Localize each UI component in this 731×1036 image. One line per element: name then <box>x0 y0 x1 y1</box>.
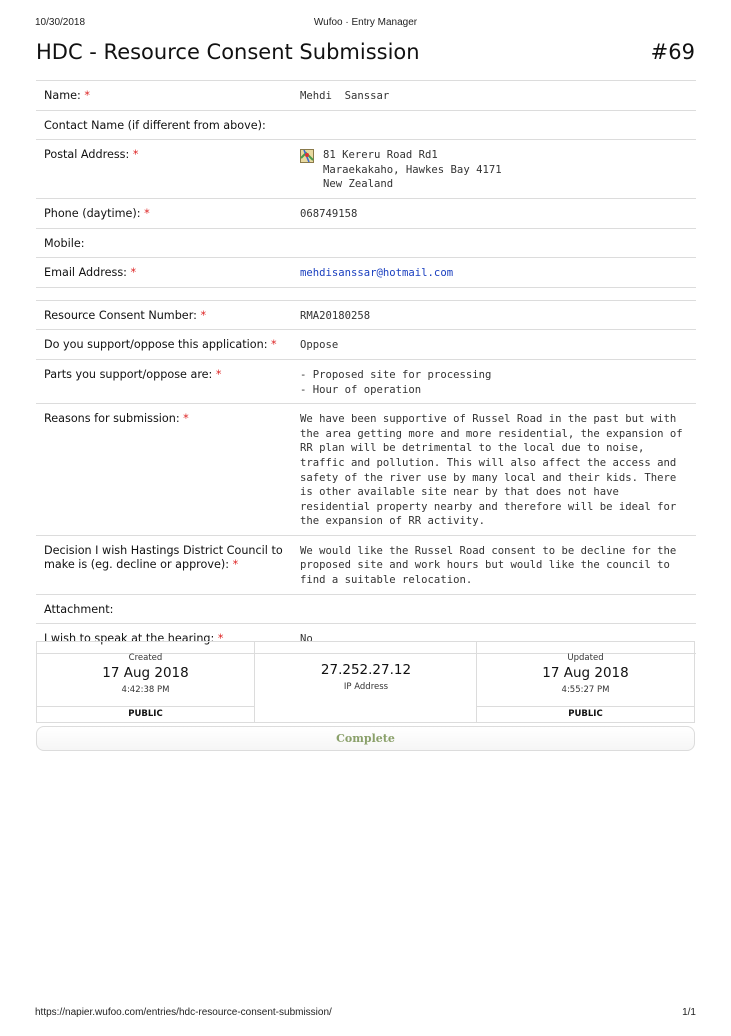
field-label <box>36 359 292 403</box>
field-label-text: Resource Consent Number: <box>44 308 197 322</box>
field-value-contact-name <box>292 110 696 140</box>
field-label-text: Reasons for submission: <box>44 412 180 426</box>
address-line-3: New Zealand <box>323 178 394 191</box>
field-label <box>36 110 292 140</box>
required-marker: * <box>183 412 189 426</box>
form-title: HDC - Resource Consent Submission <box>36 40 420 64</box>
field-value-reasons: We have been supportive of Russel Road in the past but with the area getting more and more residential, the expansion of RR plan will be detrimental to the local due to noise, traffic and pollution. This will also affect the access and safety of the river use by many local and their kids. There is other available site near by that does not have residential property nearby and therefore will be ideal for the expansion of RR activity. <box>292 404 696 536</box>
print-header <box>35 17 696 31</box>
field-value-support-oppose: Oppose <box>292 330 696 360</box>
updated-visibility-tag: PUBLIC <box>477 706 694 722</box>
address-line-2: Maraekakaho, Hawkes Bay 4171 <box>323 163 502 176</box>
entry-fields-table <box>36 80 696 654</box>
print-page-title: Wufoo · Entry Manager <box>313 17 418 28</box>
required-marker: * <box>217 632 224 646</box>
section-spacer <box>36 287 696 300</box>
field-row-postal-address <box>36 140 696 199</box>
required-marker: * <box>200 308 207 322</box>
field-row-decision <box>36 535 696 594</box>
print-page-number: 1/1 <box>682 1007 696 1018</box>
field-row-mobile <box>36 228 696 258</box>
field-label-text: Contact Name (if different from above): <box>44 118 266 132</box>
ip-address-value: 27.252.27.12 <box>320 662 412 678</box>
updated-box <box>476 642 694 722</box>
field-label <box>36 140 292 199</box>
parts-line-2: - Hour of operation <box>300 383 422 396</box>
field-label <box>36 81 292 111</box>
field-label-text: Mobile: <box>44 236 85 250</box>
updated-caption: Updated <box>567 653 604 663</box>
required-marker: * <box>215 367 222 381</box>
field-label <box>36 594 292 624</box>
field-label-text: I wish to speak at the hearing: <box>44 632 215 646</box>
field-label <box>36 228 292 258</box>
field-label-text: Attachment: <box>44 602 114 616</box>
entry-metadata <box>36 641 695 723</box>
field-label <box>36 258 292 288</box>
field-row-consent-number <box>36 300 696 330</box>
field-value-mobile <box>292 228 696 258</box>
map-icon[interactable] <box>300 149 314 163</box>
form-header <box>36 40 695 72</box>
required-marker: * <box>232 558 239 572</box>
created-date: 17 Aug 2018 <box>102 665 189 681</box>
field-row-support-oppose <box>36 330 696 360</box>
email-link[interactable]: mehdisanssar@hotmail.com <box>300 267 454 280</box>
address-line-1: 81 Kereru Road Rd1 <box>323 149 438 162</box>
required-marker: * <box>144 206 150 220</box>
field-label-text: Phone (daytime): <box>44 206 141 220</box>
field-row-reasons <box>36 404 696 536</box>
field-label-text: Name: <box>44 89 81 102</box>
field-value-consent-number: RMA20180258 <box>292 300 696 330</box>
field-label-text: Postal Address: <box>44 148 130 162</box>
field-label <box>36 300 292 330</box>
field-value-phone: 068749158 <box>292 198 696 228</box>
field-row-phone <box>36 198 696 228</box>
field-label <box>36 404 292 536</box>
field-label-text: Do you support/oppose this application: <box>44 338 268 352</box>
field-value-attachment <box>292 594 696 624</box>
field-label-text: Parts you support/oppose are: <box>44 367 213 381</box>
required-marker: * <box>132 148 139 162</box>
updated-date: 17 Aug 2018 <box>542 665 629 681</box>
created-caption: Created <box>128 653 163 663</box>
field-label <box>36 330 292 360</box>
field-row-parts <box>36 359 696 403</box>
ip-box <box>254 642 478 722</box>
field-row-contact-name <box>36 110 696 140</box>
field-value-speak: No <box>292 624 696 654</box>
required-marker: * <box>84 89 90 102</box>
field-value-email <box>292 258 696 288</box>
ip-address-caption: IP Address <box>343 682 389 692</box>
field-row-attachment <box>36 594 696 624</box>
field-label-text: Decision I wish Hastings District Council to make is (eg. decline or approve): <box>44 543 283 572</box>
field-label <box>36 535 292 594</box>
complete-status-button[interactable]: Complete <box>36 726 695 751</box>
field-value-name: Mehdi Sanssar <box>292 81 696 111</box>
print-date: 10/30/2018 <box>35 17 86 28</box>
created-time: 4:42:38 PM <box>121 685 170 695</box>
print-url: https://napier.wufoo.com/entries/hdc-resource-consent-submission/ <box>35 1007 332 1018</box>
created-visibility-tag: PUBLIC <box>37 706 254 722</box>
created-box <box>37 642 255 722</box>
parts-line-1: - Proposed site for processing <box>300 368 492 381</box>
field-value-decision: We would like the Russel Road consent to be decline for the proposed site and work hours but would like the council to find a suitable relocation. <box>292 535 696 594</box>
updated-time: 4:55:27 PM <box>561 685 610 695</box>
required-marker: * <box>271 338 277 352</box>
print-footer <box>35 1007 696 1021</box>
field-value-postal-address <box>292 140 696 199</box>
field-label <box>36 198 292 228</box>
required-marker: * <box>130 266 137 280</box>
entry-number: #69 <box>650 40 695 64</box>
field-label-text: Email Address: <box>44 266 127 280</box>
field-row-name <box>36 81 696 111</box>
field-row-email <box>36 258 696 288</box>
field-value-parts <box>292 359 696 403</box>
